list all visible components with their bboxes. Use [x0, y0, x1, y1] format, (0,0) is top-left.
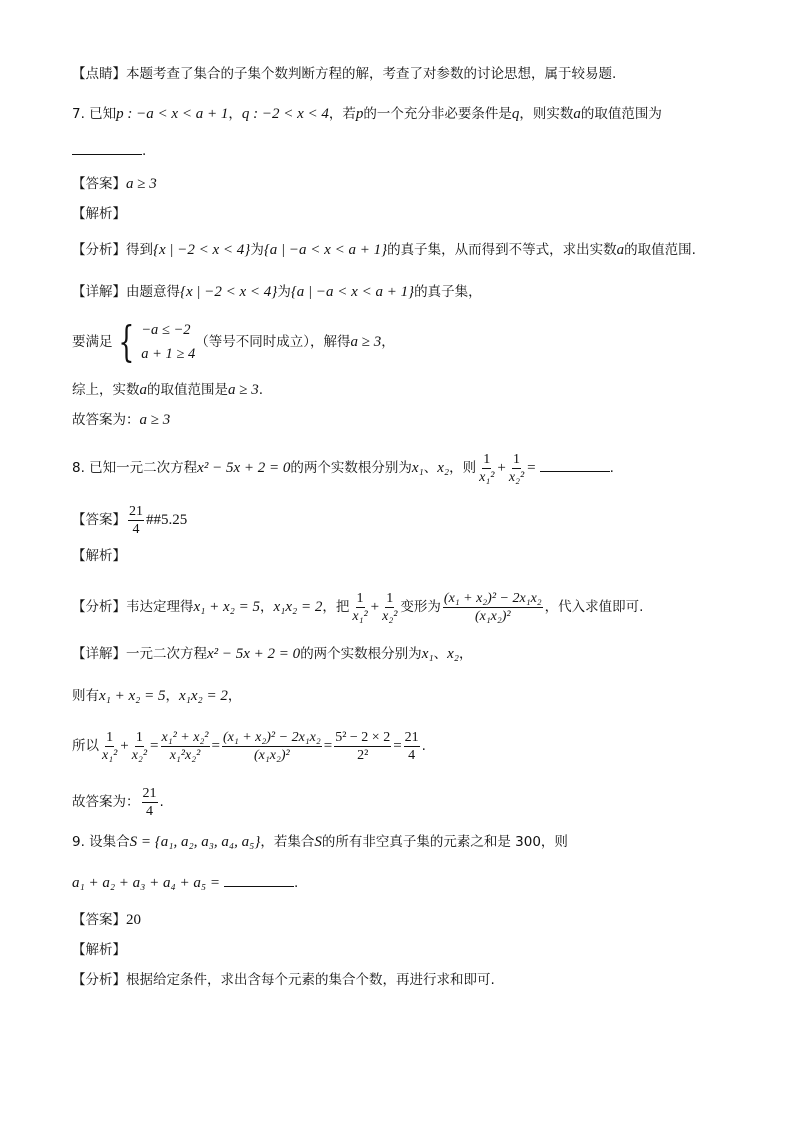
- analysis-8-detail: 【详解】一元二次方程x² − 5x + 2 = 0的两个实数根分别为x₁、x₂，: [72, 646, 473, 662]
- question-9-expression: a₁ + a₂ + a₃ + a₄ + a₅ = .: [72, 872, 298, 893]
- analysis-7-detail: 【详解】由题意得{x | −2 < x < 4}为{a | −a < x < a + 1}的真子集，: [72, 284, 482, 300]
- analysis-7-conclusion: 综上，实数a的取值范围是a ≥ 3.: [72, 382, 264, 398]
- answer-fraction: $\frac{21}{4}$: [129, 503, 143, 537]
- question-9: 9. 设集合S = {a₁, a₂, a₃, a₄, a₅}，若集合S的所有非空真子集的元素之和是 300，则: [72, 834, 568, 850]
- inequality-system: { −a ≤ −2 a + 1 ≥ 4: [117, 317, 196, 366]
- analysis-7-fenxi: 【分析】得到{x | −2 < x < 4}为{a | −a < x < a + 1}的真子集，从而得到不等式，求出实数a的取值范围.: [72, 242, 696, 258]
- question-7: 7. 已知p : −a < x < a + 1，q : −2 < x < 4，若p的一个充分非必要条件是q，则实数a的取值范围为: [72, 106, 662, 122]
- summary-line: [72, 64, 616, 84]
- fraction-1-over-x2sq: $\frac{1}{\text{x₂²}}$: [508, 451, 525, 485]
- transformed-fraction: $\frac{\text{(x₁ + x₂)² − 2x₁x₂}}{\text{(x₁x₂)²}}$: [443, 590, 542, 624]
- answer-blank: [72, 140, 142, 155]
- answer-9: 【答案】20: [72, 912, 141, 928]
- answer-blank: [540, 457, 610, 472]
- summary-text: 本题考查了集合的子集个数判断方程的解，考查了对参数的讨论思想，属于较易题.: [126, 66, 617, 82]
- answer-8: 【答案】 $\frac{21}{4}$ ##5.25: [72, 503, 188, 537]
- answer-blank: [224, 872, 294, 887]
- answer-7: 【答案】a ≥ 3: [72, 176, 157, 192]
- analysis-7-header: 【解析】: [72, 206, 126, 222]
- analysis-9-header: 【解析】: [72, 942, 126, 958]
- analysis-8-header: 【解析】: [72, 548, 126, 564]
- analysis-8-fenxi: 【分析】韦达定理得x₁ + x₂ = 5，x₁x₂ = 2，把 $\frac{1}{\text{x₁²}}$ + $\frac{1}{\text{x₂²}}$ 变形为 $\frac{\text{(x₁ + x₂)² − 2x₁x₂}}{\text{(x₁x₂)²}}$ ，代入求值即可.: [72, 590, 644, 624]
- analysis-9-fenxi: 【分析】根据给定条件，求出含每个元素的集合个数，再进行求和即可.: [72, 972, 495, 988]
- tag-dianjing: 【点睛】: [72, 66, 126, 82]
- question-8: 8. 已知一元二次方程x² − 5x + 2 = 0的两个实数根分别为x₁、x₂，则 $\frac{1}{\text{x₁²}}$ + $\frac{1}{\text{x₂²}}$ = .: [72, 451, 614, 485]
- analysis-8-calculation: 所以 $\frac{1}{\text{x₁²}}$ + $\frac{1}{\text{x₂²}}$ = $\frac{\text{x₁² + x₂²}}{\text{x₁²x₂²}}$ = $\frac{\text{(x₁ + x₂)² − 2x₁x₂}}{\text{(x₁x₂)²}}$ = $\frac{\text{5² − 2 × 2}}{\text{2²}}$ = $\frac{21}{4}$ .: [72, 729, 426, 763]
- fraction-1-over-x1sq: $\frac{1}{\text{x₁²}}$: [479, 451, 495, 485]
- answer-8-final: 故答案为： $\frac{21}{4}$ .: [72, 785, 164, 819]
- question-7-blank-line: .: [72, 140, 146, 161]
- analysis-7-system: 要满足 { −a ≤ −2 a + 1 ≥ 4 （等号不同时成立），解得a ≥ 3，: [72, 317, 395, 366]
- analysis-8-vieta: 则有x₁ + x₂ = 5，x₁x₂ = 2，: [72, 688, 242, 704]
- answer-7-final: 故答案为：a ≥ 3: [72, 412, 171, 428]
